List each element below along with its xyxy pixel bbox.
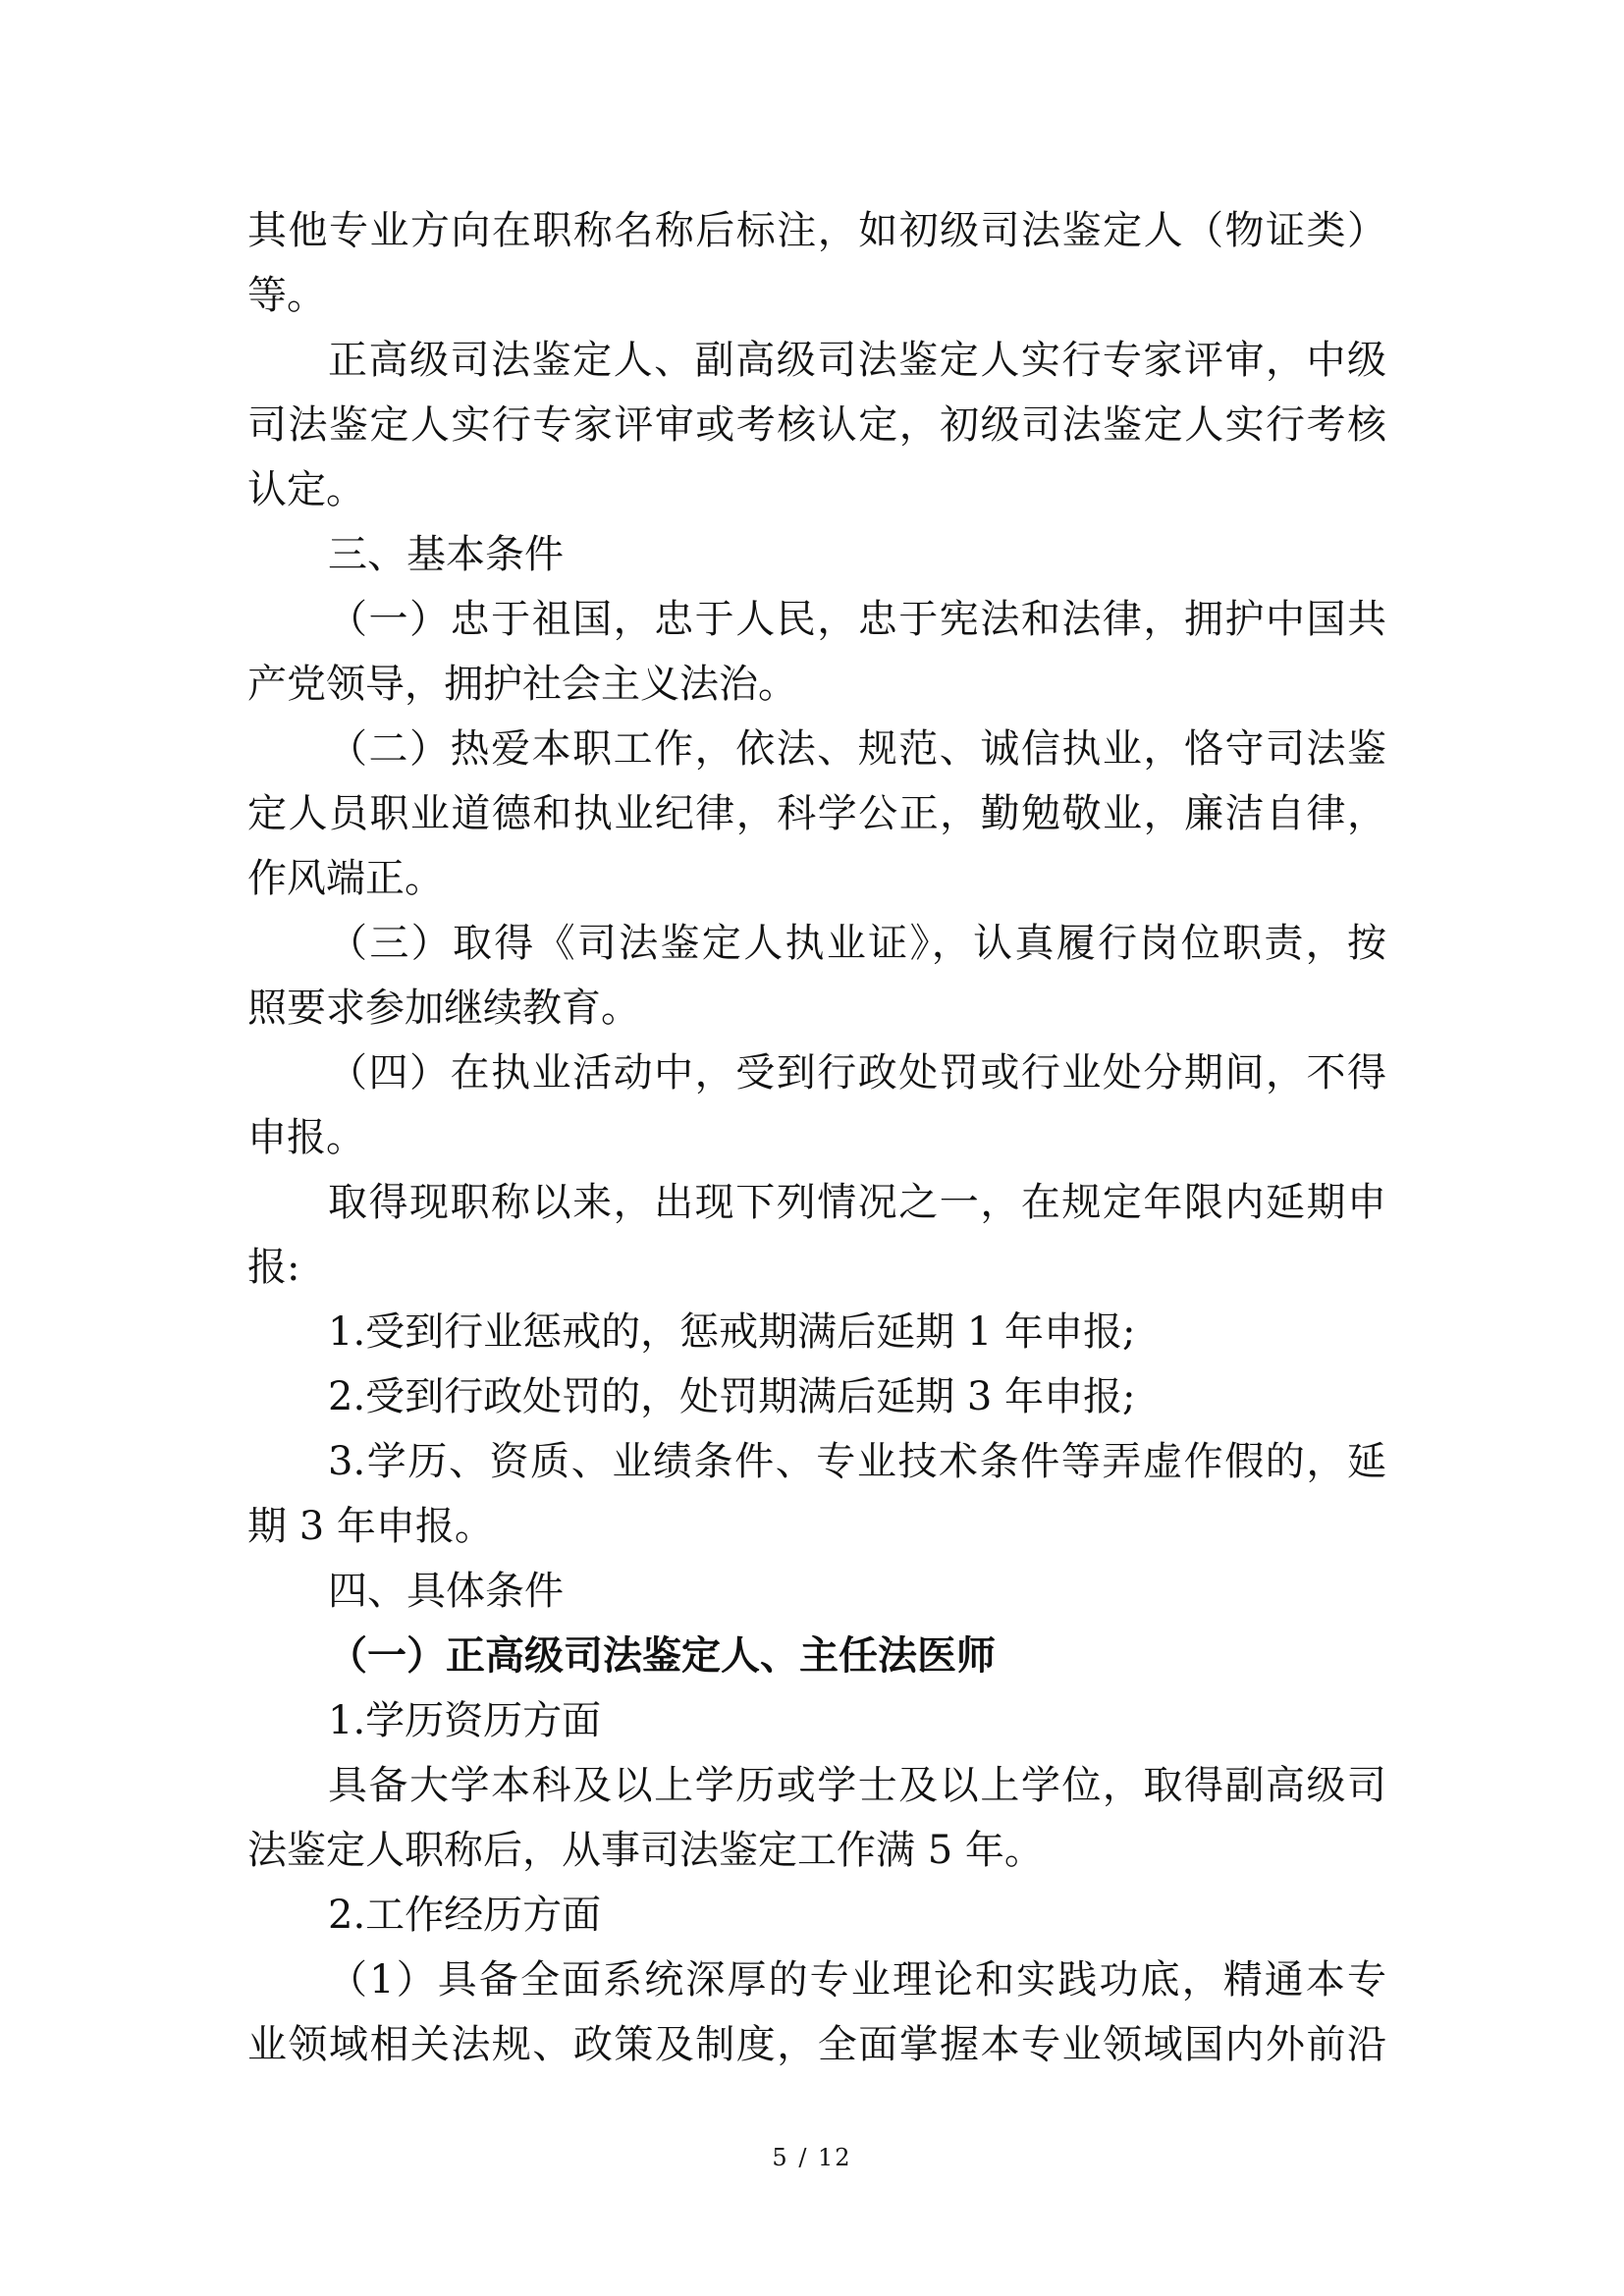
text-line: 其他专业方向在职称名称后标注，如初级司法鉴定人（物证类） bbox=[247, 208, 1386, 253]
text-line: 认定。 bbox=[247, 467, 365, 512]
text-line: 照要求参加继续教育。 bbox=[247, 986, 640, 1031]
text-line: 申报。 bbox=[247, 1115, 365, 1160]
text-line: 期 3 年申报。 bbox=[247, 1504, 494, 1549]
text-line: 具备大学本科及以上学历或学士及以上学位，取得副高级司 bbox=[328, 1763, 1386, 1808]
text-line: 产党领导，拥护社会主义法治。 bbox=[247, 662, 797, 707]
text-line: 正高级司法鉴定人、副高级司法鉴定人实行专家评审，中级 bbox=[328, 338, 1386, 383]
text-line: 1.学历资历方面 bbox=[328, 1698, 602, 1743]
text-line: 业领域相关法规、政策及制度，全面掌握本专业领域国内外前沿 bbox=[247, 2022, 1386, 2067]
section-heading: 三、基本条件 bbox=[328, 532, 564, 577]
text-line: 作风端正。 bbox=[247, 856, 444, 901]
text-line: 定人员职业道德和执业纪律，科学公正，勤勉敬业，廉洁自律， bbox=[247, 791, 1386, 836]
subsection-heading: （一）正高级司法鉴定人、主任法医师 bbox=[328, 1633, 996, 1679]
text-line: 1.受到行业惩戒的，惩戒期满后延期 1 年申报; bbox=[328, 1309, 1136, 1355]
text-line: （1）具备全面系统深厚的专业理论和实践功底，精通本专 bbox=[328, 1957, 1386, 2002]
text-line: 2.工作经历方面 bbox=[328, 1893, 602, 1938]
text-line: 法鉴定人职称后，从事司法鉴定工作满 5 年。 bbox=[247, 1828, 1044, 1873]
page-number: 5 / 12 bbox=[772, 2144, 852, 2171]
section-heading: 四、具体条件 bbox=[328, 1569, 564, 1614]
text-line: （四）在执业活动中，受到行政处罚或行业处分期间，不得 bbox=[328, 1050, 1386, 1095]
text-line: 2.受到行政处罚的，处罚期满后延期 3 年申报; bbox=[328, 1374, 1136, 1419]
text-line: 等。 bbox=[247, 273, 326, 318]
text-line: （二）热爱本职工作，依法、规范、诚信执业，恪守司法鉴 bbox=[328, 726, 1386, 772]
text-line: 司法鉴定人实行专家评审或考核认定，初级司法鉴定人实行考核 bbox=[247, 402, 1386, 448]
text-line: 3.学历、资质、业绩条件、专业技术条件等弄虚作假的，延 bbox=[328, 1439, 1386, 1484]
text-line: （一）忠于祖国，忠于人民，忠于宪法和法律，拥护中国共 bbox=[328, 597, 1386, 642]
text-line: （三）取得《司法鉴定人执业证》，认真履行岗位职责，按 bbox=[328, 921, 1386, 966]
text-line: 取得现职称以来，出现下列情况之一，在规定年限内延期申 bbox=[328, 1180, 1386, 1225]
text-line: 报: bbox=[247, 1245, 300, 1290]
